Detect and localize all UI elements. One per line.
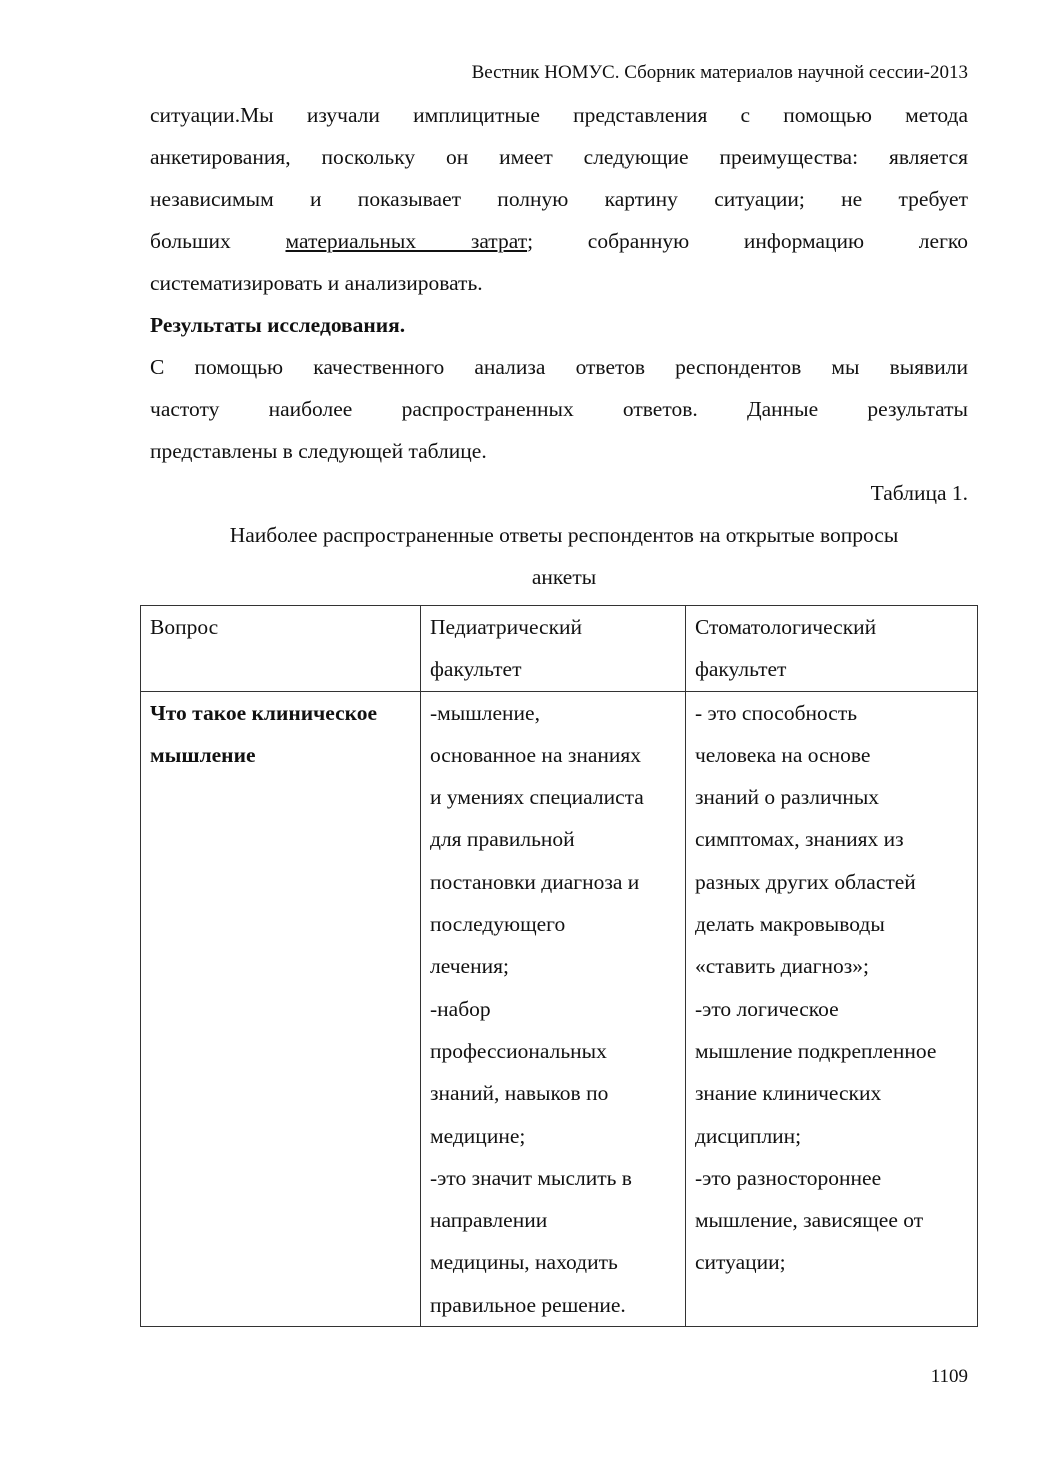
header-pediatric — [421, 606, 686, 692]
answer-line: профессиональных — [430, 1038, 607, 1063]
paragraph-2-line-3: представлены в следующей таблице. — [150, 439, 487, 463]
paragraph-1-line-1: ситуации.Мы изучали имплицитные представления с помощью метода — [150, 103, 968, 127]
answer-line: знаний, навыков по — [430, 1081, 609, 1106]
header-question — [141, 606, 421, 692]
paragraph-1-line-5: систематизировать и анализировать. — [150, 271, 483, 295]
answer-line: «ставить диагноз»; — [694, 954, 869, 979]
section-heading: Результаты исследования. — [150, 313, 406, 337]
answer-line: знаний о различных — [694, 785, 880, 810]
answer-line: мышление, зависящее от — [694, 1208, 924, 1233]
table-title-line-1: Наиболее распространенные ответы респондентов на открытые вопросы — [229, 523, 899, 547]
header-pediatric-line: факультет — [430, 657, 522, 682]
underlined-phrase: материальных затрат — [285, 229, 528, 253]
journal-header: Вестник НОМУС. Сборник материалов научной сессии-2013 — [471, 62, 968, 83]
paragraph-1-line-4-start: больших — [150, 229, 231, 253]
answer-line: и умениях специалиста — [430, 785, 644, 810]
answer-line: правильное решение. — [430, 1292, 626, 1317]
answer-line: лечения; — [430, 954, 509, 979]
table-row — [141, 691, 978, 1326]
header-pediatric-line: Педиатрический — [430, 615, 583, 639]
row-dental-answers — [685, 691, 977, 1326]
answer-line: основанное на знаниях — [430, 742, 642, 767]
question-line: Что такое клиническое — [150, 700, 378, 725]
responses-table — [140, 605, 978, 1327]
answer-line: медицины, находить — [430, 1250, 618, 1275]
row-question — [141, 691, 421, 1326]
answer-line: для правильной — [430, 827, 575, 852]
answer-line: - это способность — [694, 700, 858, 725]
table-title-line-2: анкеты — [531, 565, 597, 589]
answer-line: -мышление, — [430, 700, 540, 725]
header-dental-line: факультет — [694, 657, 787, 682]
header-dental-line: Стоматологический — [694, 615, 877, 639]
table-number: Таблица 1. — [870, 481, 968, 505]
row-pediatric-answers — [421, 691, 686, 1326]
answer-line: знание клинических — [694, 1081, 882, 1106]
paragraph-1-line-3: независимым и показывает полную картину ситуации; не требует — [150, 187, 968, 211]
body-text — [150, 94, 968, 598]
paragraph-2-line-1: С помощью качественного анализа ответов респондентов мы выявили — [150, 355, 968, 379]
answer-line: -набор — [430, 996, 491, 1021]
answer-line: направлении — [430, 1208, 548, 1233]
answer-line: разных других областей — [694, 869, 916, 894]
answer-line: -это разностороннее — [694, 1165, 882, 1190]
page-number: 1109 — [930, 1366, 968, 1387]
paragraph-1-line-2: анкетирования, поскольку он имеет следующие преимущества: является — [150, 145, 968, 169]
answer-line: человека на основе — [694, 742, 871, 767]
answer-line: ситуации; — [694, 1250, 786, 1275]
answer-line: медицине; — [430, 1123, 526, 1148]
paragraph-1-line-4-end: ; собранную информацию легко — [527, 229, 968, 253]
answer-line: -это значит мыслить в — [430, 1165, 632, 1190]
header-dental — [685, 606, 977, 692]
answer-line: делать макровыводы — [694, 912, 885, 937]
paragraph-2-line-2: частоту наиболее распространенных ответов. Данные результаты — [150, 397, 968, 421]
header-question-text: Вопрос — [150, 615, 219, 639]
answer-line: последующего — [430, 912, 566, 937]
table-header-row — [141, 606, 978, 692]
answer-line: мышление подкрепленное — [694, 1038, 937, 1063]
answer-line: симптомах, знаниях из — [694, 827, 904, 852]
question-line: мышление — [150, 742, 256, 767]
answer-line: -это логическое — [694, 996, 839, 1021]
answer-line: дисциплин; — [694, 1123, 802, 1148]
paragraph-1-line-4 — [150, 220, 968, 262]
answer-line: постановки диагноза и — [430, 869, 640, 894]
